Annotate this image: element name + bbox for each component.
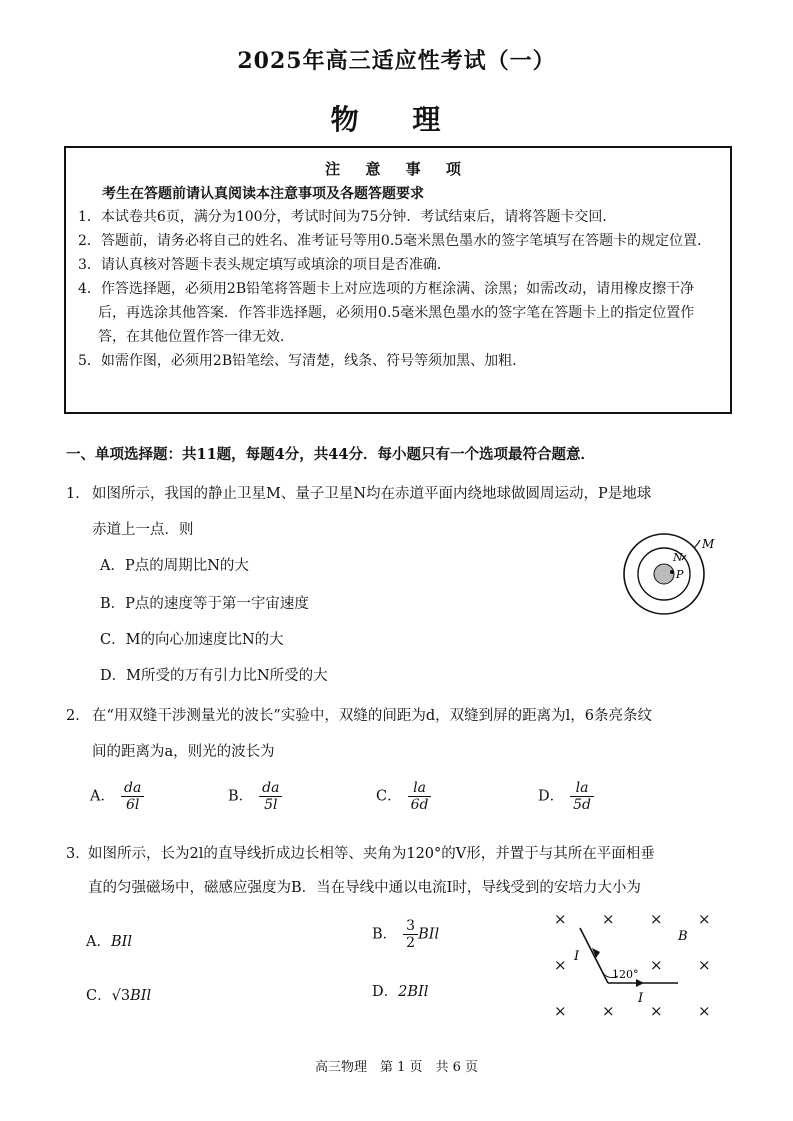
q3-number: 3． <box>66 846 90 862</box>
q2-option-d-letter: D． <box>538 788 565 805</box>
denominator: 5l <box>264 797 278 813</box>
denominator: 5d <box>573 797 592 813</box>
satellite-m-arrow <box>694 540 700 548</box>
q2-option-c-fraction <box>408 780 432 813</box>
label-p: P <box>676 568 684 581</box>
q1-stem-line2: 赤道上一点．则 <box>92 522 194 538</box>
q2-option-b-letter: B． <box>228 788 254 805</box>
q3-option-c-letter: C． <box>86 988 112 1004</box>
subject-title: 物 理 <box>330 103 463 136</box>
q2-option-d-fraction <box>570 780 594 813</box>
cross: × <box>602 910 615 928</box>
cross: × <box>650 910 663 928</box>
q2-option-a-letter: A． <box>90 788 115 805</box>
q1-option-b[interactable]: B．P点的速度等于第一宇宙速度 <box>100 596 309 612</box>
q3-magnetic-field-figure <box>546 906 726 1022</box>
notice-item-1: 1．本试卷共6页，满分为100分，考试时间为75分钟．考试结束后，请将答题卡交回． <box>78 209 617 225</box>
q1-stem-line1: 如图所示，我国的静止卫星M、量子卫星N均在赤道平面内绕地球做圆周运动，P是地球 <box>92 486 652 502</box>
numerator: 3 <box>403 918 418 935</box>
q3-option-c-root: √3 <box>111 988 131 1004</box>
notice-item-5: 5．如需作图，必须用2B铅笔绘、写清楚，线条、符号等须加黑、加粗． <box>78 353 527 369</box>
current-label-bottom: I <box>638 991 644 1006</box>
q3-option-d[interactable] <box>372 980 428 1001</box>
q1-orbit-figure <box>618 530 728 630</box>
q3-stem-line2: 直的匀强磁场中，磁感应强度为B．当在导线中通以电流I时，导线受到的安培力大小为 <box>88 880 641 896</box>
q3-option-b[interactable] <box>372 918 439 951</box>
denominator: 6l <box>125 797 140 813</box>
q3-option-c[interactable] <box>86 984 151 1005</box>
q3-option-c-text: BIl <box>130 988 152 1004</box>
point-p <box>670 570 674 574</box>
notice-item-2: 2．答题前，请务必将自己的姓名、准考证号等用0.5毫米黑色墨水的签字笔填写在答题卡的规定位置． <box>78 233 712 249</box>
q2-stem-line1: 在“用双缝干涉测量光的波长”实验中，双缝的间距为d，双缝到屏的距离为l，6条亮条纹 <box>92 708 652 724</box>
denominator: 2 <box>406 935 416 951</box>
field-label-b: B <box>678 929 688 944</box>
notice-item-3: 3．请认真核对答题卡表头规定填写或填涂的项目是否准确． <box>78 257 451 273</box>
label-m: M <box>702 537 715 551</box>
cross: × <box>554 910 567 928</box>
numerator: la <box>570 780 594 797</box>
exam-title: 2025年高三适应性考试（一） <box>237 48 556 74</box>
q1-option-d[interactable]: D．M所受的万有引力比N所受的大 <box>100 668 328 684</box>
q2-option-b[interactable] <box>228 780 282 813</box>
notice-item-4: 4．作答选择题，必须用2B铅笔将答题卡上对应选项的方框涂满、涂黑；如需改动，请用橡皮擦干净后，再选涂其他答案．作答非选择题，必须用0.5毫米黑色墨水的签字笔在答题卡上的指定位置作答，在其他位置作答一律无效． <box>78 281 695 345</box>
notice-subheading: 考生在答题前请认真阅读本注意事项及各题答题要求 <box>102 186 424 202</box>
cross: × <box>650 956 663 974</box>
angle-label: 120° <box>612 968 639 981</box>
q2-option-d[interactable] <box>538 780 594 813</box>
cross: × <box>698 956 711 974</box>
current-label-top: I <box>574 949 580 964</box>
denominator: 6d <box>410 797 429 813</box>
q3-option-b-text: BIl <box>418 926 440 943</box>
cross: × <box>698 910 711 928</box>
label-n: N <box>673 551 683 564</box>
q1-number: 1． <box>66 486 90 502</box>
cross: × <box>554 1002 567 1020</box>
section-heading: 一、单项选择题：共11题，每题4分，共44分．每小题只有一个选项最符合题意． <box>66 446 595 463</box>
q2-option-c[interactable] <box>376 780 431 813</box>
field-crosses <box>554 910 711 1020</box>
q3-option-b-letter: B． <box>372 926 398 943</box>
q2-option-a[interactable] <box>90 780 144 813</box>
page-footer: 高三物理 第 1 页 共 6 页 <box>314 1060 479 1075</box>
numerator: da <box>259 780 282 797</box>
q2-option-b-fraction <box>259 780 282 813</box>
earth-circle <box>654 564 674 584</box>
numerator: la <box>408 780 432 797</box>
q1-option-a[interactable]: A．P点的周期比N的大 <box>100 558 249 574</box>
notice-heading: 注 意 事 项 <box>325 160 471 178</box>
q3-option-a[interactable] <box>86 930 132 951</box>
q3-option-b-fraction <box>403 918 418 951</box>
q1-option-c[interactable]: C．M的向心加速度比N的大 <box>100 632 284 648</box>
cross: × <box>698 1002 711 1020</box>
q2-option-a-fraction <box>121 780 144 813</box>
q3-option-a-letter: A． <box>86 934 111 950</box>
cross: × <box>554 956 567 974</box>
q2-option-c-letter: C． <box>376 788 402 805</box>
q3-option-d-text: 2BIl <box>398 984 429 1000</box>
cross: × <box>650 1002 663 1020</box>
numerator: da <box>121 780 144 797</box>
q3-option-d-letter: D． <box>372 984 399 1000</box>
notice-box <box>64 146 732 414</box>
q2-number: 2． <box>66 708 90 724</box>
q2-stem-line2: 间的距离为a，则光的波长为 <box>92 744 275 760</box>
cross: × <box>602 1002 615 1020</box>
q3-stem-line1: 如图所示，长为2l的直导线折成边长相等、夹角为120°的V形，并置于与其所在平面相垂 <box>88 846 655 862</box>
q3-option-a-text: BIl <box>110 934 133 950</box>
